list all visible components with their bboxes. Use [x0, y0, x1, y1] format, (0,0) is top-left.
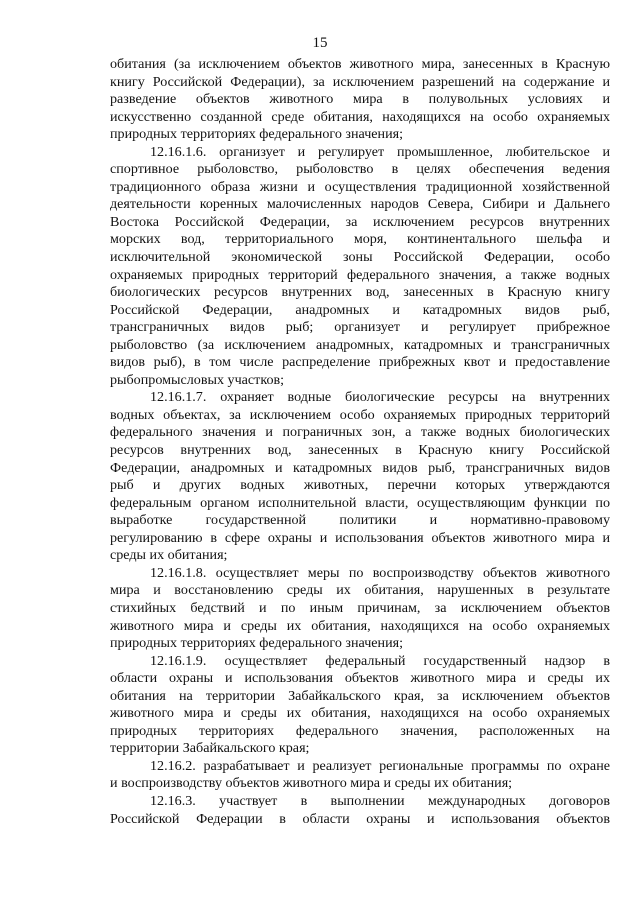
- text-line: Востока Российской Федерации, за исключением ресурсов внутренних: [110, 213, 610, 230]
- page-number: 15: [312, 35, 328, 51]
- text-line: 12.16.1.8. осуществляет меры по воспроизводству объектов животного: [150, 564, 610, 581]
- text-line: ресурсов внутренних вод, занесенных в Красную книгу Российской: [110, 442, 610, 459]
- text-line: стихийных бедствий и по иным причинам, за исключением объектов: [110, 599, 610, 616]
- text-line: деятельности коренных малочисленных народов Севера, Сибири и Дальнего: [110, 196, 610, 213]
- text-line: 12.16.1.9. осуществляет федеральный государственный надзор в: [150, 652, 610, 669]
- text-line: области охраны и использования объектов животного мира и среды их: [110, 670, 610, 687]
- text-line: книгу Российской Федерации), за исключением разрешений на содержание и: [110, 73, 610, 90]
- text-line: 12.16.1.7. охраняет водные биологические ресурсы на внутренних: [150, 389, 610, 406]
- text-line: 12.16.3. участвует в выполнении международных договоров: [150, 792, 610, 809]
- text-line: исключительной экономической зоны Российской Федерации, особо: [110, 249, 610, 266]
- text-line: мира и восстановлению среды их обитания, нарушенных в результате: [110, 582, 610, 599]
- text-line: регулированию в сфере охраны и использования объектов животного мира и: [110, 529, 610, 546]
- text-line: рыболовство (за исключением анадромных, катадромных и трансграничных: [110, 336, 610, 353]
- text-line: природных территориях федерального значения;: [110, 126, 404, 143]
- text-line: Российской Федерации, анадромных и катадромных видов рыб,: [110, 301, 610, 318]
- text-line: обитания (за исключением объектов животного мира, занесенных в Красную: [110, 56, 610, 72]
- text-line: федеральным органом исполнительной власти, осуществляющим функции по: [110, 494, 610, 511]
- text-line: биологических ресурсов внутренних вод, занесенных в Красную книгу: [110, 284, 610, 301]
- text-line: 12.16.2. разрабатывает и реализует региональные программы по охране: [150, 757, 610, 774]
- text-line: природных территориях федерального значения, расположенных на: [110, 722, 610, 739]
- text-line: животного мира и среды их обитания, находящихся на особо охраняемых: [110, 617, 610, 634]
- text-line: Российской Федерации в области охраны и использования объектов: [110, 810, 610, 827]
- text-line: выработке государственной политики и нормативно-правовому: [110, 512, 610, 529]
- text-line: животного мира и среды их обитания, находящихся на особо охраняемых: [110, 705, 610, 722]
- text-line: водных объектах, за исключением особо охраняемых природных территорий: [110, 406, 610, 423]
- text-line: искусственно созданной среде обитания, находящихся на особо охраняемых: [110, 108, 610, 125]
- text-line: и воспроизводству объектов животного мира и среды их обитания;: [110, 775, 513, 792]
- text-line: территории Забайкальского края;: [110, 740, 310, 757]
- text-line: природных территориях федерального значения;: [110, 635, 404, 652]
- text-line: федерального значения и пограничных зон, а также водных биологических: [110, 424, 610, 441]
- text-line: обитания на территории Забайкальского края, за исключением объектов: [110, 687, 610, 704]
- text-line: рыбопромысловых участков;: [110, 371, 285, 388]
- text-line: охраняемых природных территорий федерального значения, а также водных: [110, 266, 610, 283]
- text-line: рыб и других водных животных, перечни которых утверждаются: [110, 477, 610, 494]
- text-line: среды их обитания;: [110, 547, 228, 564]
- text-line: спортивное рыболовство, рыболовство в целях обеспечения ведения: [110, 161, 610, 178]
- text-line: Федерации, анадромных и катадромных видов рыб, трансграничных видов: [110, 459, 610, 476]
- text-line: традиционного образа жизни и осуществления традиционной хозяйственной: [110, 178, 610, 195]
- text-line: 12.16.1.6. организует и регулирует промышленное, любительское и: [150, 143, 610, 160]
- document-body: [110, 56, 610, 828]
- text-line: трансграничных видов рыб; организует и регулирует прибрежное: [110, 319, 610, 336]
- text-line: видов рыб), в том числе распределение прибрежных квот и предоставление: [110, 354, 610, 371]
- text-line: морских вод, территориального моря, континентального шельфа и: [110, 231, 610, 248]
- text-line: разведение объектов животного мира в полувольных условиях и: [110, 91, 610, 108]
